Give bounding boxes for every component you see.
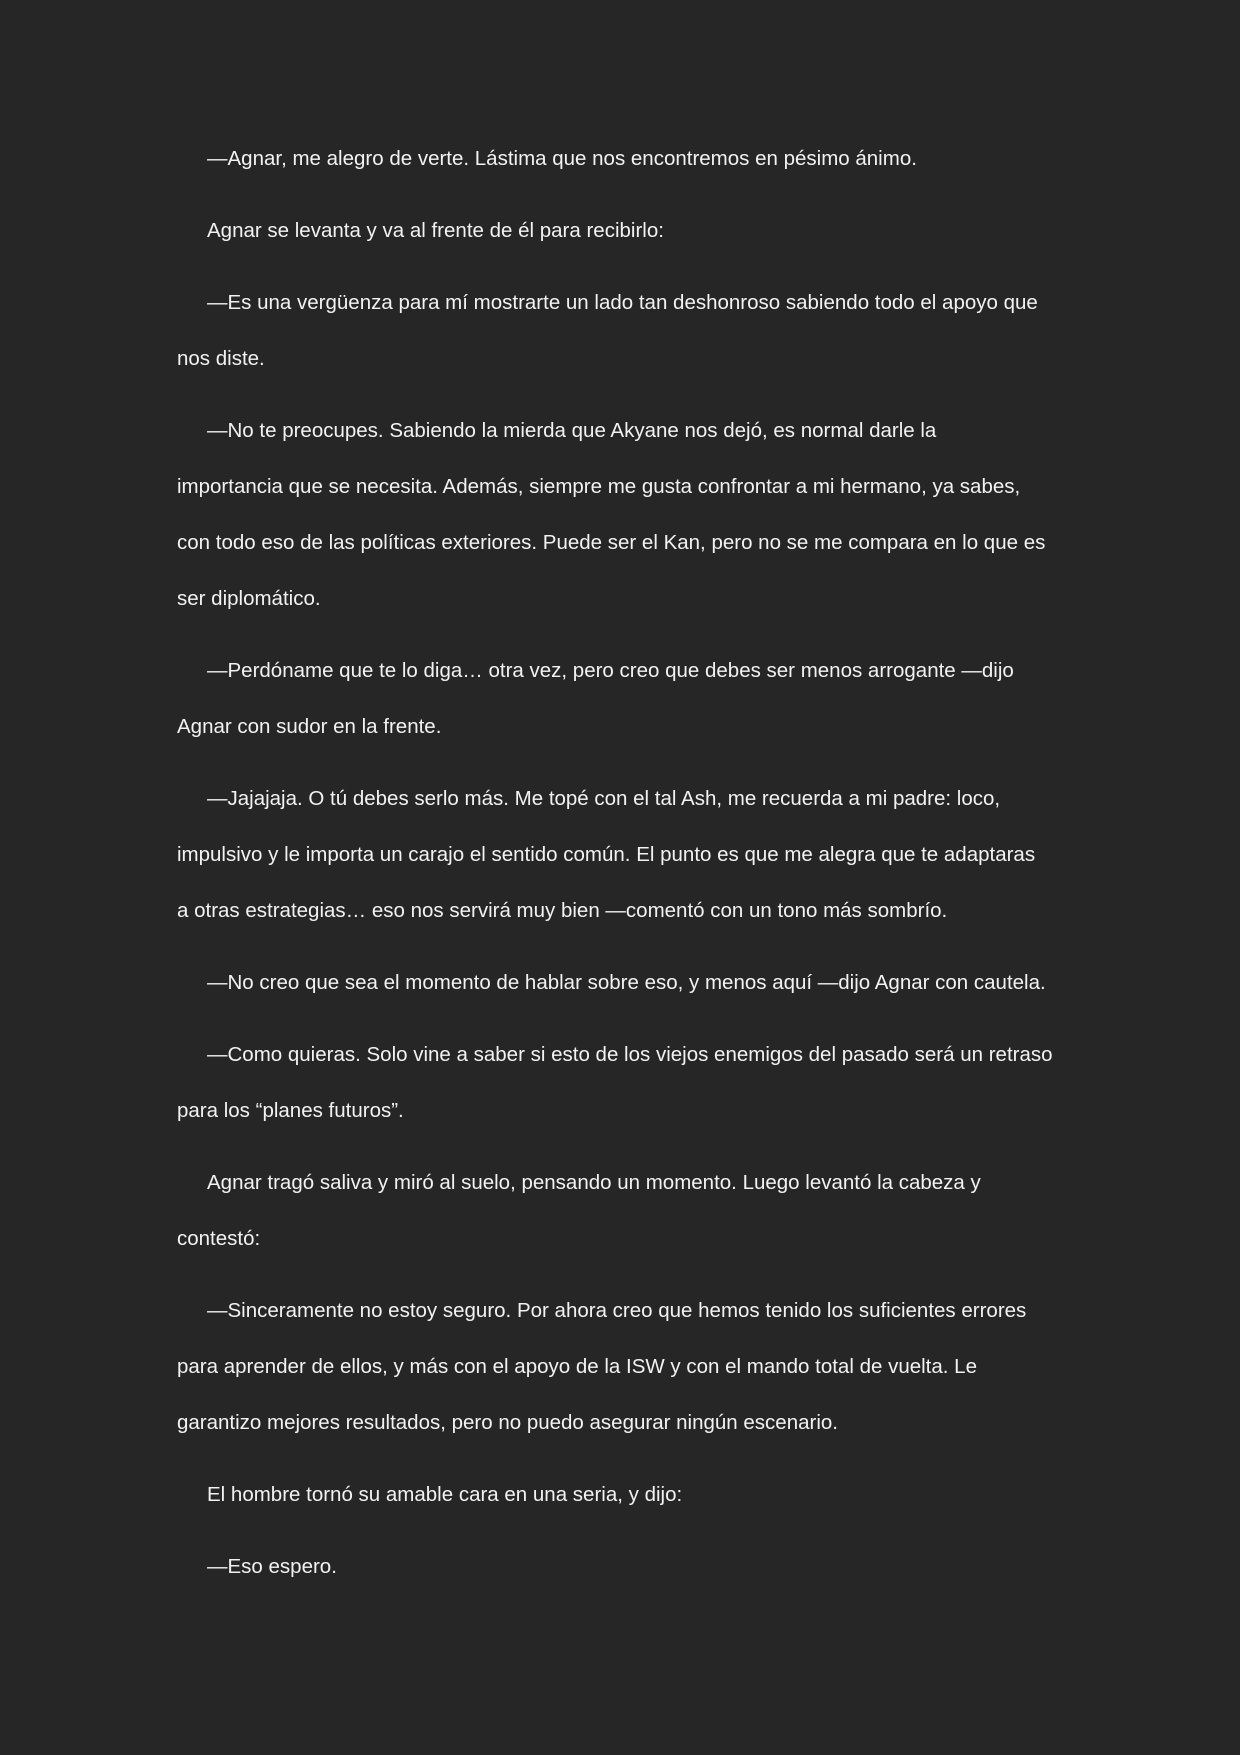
text-line: contestó: (177, 1227, 261, 1250)
text-line: ser diplomático. (177, 587, 321, 610)
text-line: —Agnar, me alegro de verte. Lástima que nos encontremos en pésimo ánimo. (207, 147, 917, 170)
text-line: para aprender de ellos, y más con el apoyo de la ISW y con el mando total de vuelta. Le (177, 1355, 977, 1378)
text-line: —No creo que sea el momento de hablar sobre eso, y menos aquí —dijo Agnar con cautela. (207, 971, 1046, 994)
text-line: para los “planes futuros”. (177, 1099, 404, 1122)
paragraph (177, 1283, 1057, 1451)
text-line: —Perdóname que te lo diga… otra vez, pero creo que debes ser menos arrogante —dijo (207, 659, 1014, 682)
text-line: —Eso espero. (207, 1555, 337, 1578)
text-line: —Es una vergüenza para mí mostrarte un lado tan deshonroso sabiendo todo el apoyo que (207, 291, 1038, 314)
paragraph (177, 275, 1057, 387)
text-line: con todo eso de las políticas exteriores. Puede ser el Kan, pero no se me compara en lo que es (177, 531, 1046, 554)
text-line: —Sinceramente no estoy seguro. Por ahora creo que hemos tenido los suficientes errores (207, 1299, 1027, 1322)
text-line: Agnar se levanta y va al frente de él para recibirlo: (207, 219, 664, 242)
text-line: impulsivo y le importa un carajo el sentido común. El punto es que me alegra que te adaptaras (177, 843, 1036, 866)
paragraph (177, 643, 1057, 755)
text-line: —Jajajaja. O tú debes serlo más. Me topé con el tal Ash, me recuerda a mi padre: loco, (207, 787, 1001, 810)
paragraph (177, 771, 1057, 939)
text-line: garantizo mejores resultados, pero no puedo asegurar ningún escenario. (177, 1411, 838, 1434)
text-line: nos diste. (177, 347, 265, 370)
paragraph (177, 203, 1057, 259)
paragraph (177, 403, 1057, 627)
text-line: importancia que se necesita. Además, siempre me gusta confrontar a mi hermano, ya sabes, (177, 475, 1021, 498)
text-line: —No te preocupes. Sabiendo la mierda que Akyane nos dejó, es normal darle la (207, 419, 937, 442)
paragraph (177, 1467, 1057, 1523)
document-body (177, 131, 1057, 1611)
text-line: Agnar con sudor en la frente. (177, 715, 442, 738)
paragraph (177, 1027, 1057, 1139)
text-line: El hombre tornó su amable cara en una seria, y dijo: (207, 1483, 683, 1506)
text-line: Agnar tragó saliva y miró al suelo, pensando un momento. Luego levantó la cabeza y (207, 1171, 981, 1194)
paragraph (177, 1155, 1057, 1267)
paragraph (177, 1539, 1057, 1595)
paragraph (177, 955, 1057, 1011)
text-line: —Como quieras. Solo vine a saber si esto de los viejos enemigos del pasado será un retraso (207, 1043, 1053, 1066)
text-line: a otras estrategias… eso nos servirá muy bien —comentó con un tono más sombrío. (177, 899, 948, 922)
paragraph (177, 131, 1057, 187)
